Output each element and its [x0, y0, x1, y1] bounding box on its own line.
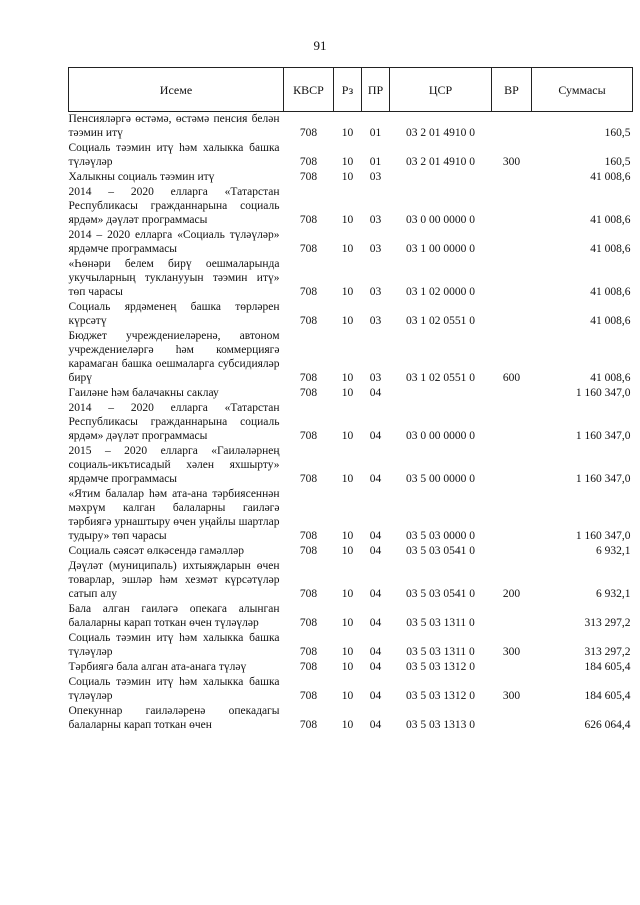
- row-rz: 10: [341, 156, 354, 168]
- header-csr: ЦСР: [390, 68, 492, 112]
- row-name: Социаль сәясәт өлкәсендә гамәлләр: [68, 545, 244, 557]
- row-kvsr: 708: [299, 588, 318, 600]
- row-csr: 03 5 03 1312 0: [406, 690, 475, 702]
- row-csr: [390, 386, 492, 401]
- row-vr: [492, 704, 532, 733]
- table-row: [69, 386, 633, 401]
- row-sum: 6 932,1: [596, 588, 631, 600]
- row-csr: 03 1 00 0000 0: [406, 243, 475, 255]
- row-name: Социаль тәэмин итү һәм халыкка башка түләүләр: [68, 142, 280, 168]
- row-kvsr: 708: [299, 430, 318, 442]
- row-sum: 41 008,6: [590, 286, 631, 298]
- header-name: Исеме: [69, 68, 284, 112]
- row-rz: 10: [341, 646, 354, 658]
- table-row: [69, 112, 633, 142]
- row-rz: 10: [341, 530, 354, 542]
- row-csr: 03 2 01 4910 0: [406, 127, 475, 139]
- row-csr: 03 1 02 0551 0: [406, 372, 475, 384]
- row-pr: 04: [369, 690, 382, 702]
- header-vr: ВР: [492, 68, 532, 112]
- row-sum: 1 160 347,0: [575, 387, 631, 399]
- row-pr: 03: [369, 286, 382, 298]
- table-row: [69, 704, 633, 733]
- row-kvsr: 708: [299, 214, 318, 226]
- row-csr: 03 5 03 1312 0: [406, 661, 475, 673]
- row-pr: 04: [369, 661, 382, 673]
- row-kvsr: 708: [299, 545, 318, 557]
- header-pr: ПР: [362, 68, 390, 112]
- row-sum: 41 008,6: [590, 372, 631, 384]
- row-pr: 03: [369, 171, 382, 183]
- row-vr: [492, 228, 532, 257]
- table-header-row: [69, 68, 633, 112]
- row-sum: 1 160 347,0: [575, 473, 631, 485]
- row-rz: 10: [341, 661, 354, 673]
- row-csr: 03 5 03 0541 0: [406, 545, 475, 557]
- row-rz: 10: [341, 473, 354, 485]
- row-kvsr: 708: [299, 372, 318, 384]
- row-vr: [492, 112, 532, 142]
- row-vr: 600: [502, 372, 521, 384]
- table-row: [69, 228, 633, 257]
- table-row: [69, 329, 633, 386]
- row-pr: 04: [369, 430, 382, 442]
- row-pr: 04: [369, 545, 382, 557]
- row-rz: 10: [341, 690, 354, 702]
- row-name: 2014 – 2020 елларга «Социаль түләүләр» ярдәмче программасы: [68, 229, 280, 255]
- table-row: [69, 300, 633, 329]
- row-sum: 313 297,2: [584, 646, 631, 658]
- row-rz: 10: [341, 545, 354, 557]
- row-sum: 1 160 347,0: [575, 430, 631, 442]
- row-kvsr: 708: [299, 156, 318, 168]
- row-pr: 04: [369, 719, 382, 731]
- table-row: [69, 602, 633, 631]
- row-csr: 03 5 03 1313 0: [406, 719, 475, 731]
- row-csr: 03 0 00 0000 0: [406, 214, 475, 226]
- row-kvsr: 708: [299, 690, 318, 702]
- row-kvsr: 708: [299, 661, 318, 673]
- row-vr: [492, 170, 532, 185]
- row-pr: 04: [369, 646, 382, 658]
- row-pr: 01: [369, 127, 382, 139]
- row-sum: 160,5: [604, 127, 631, 139]
- row-name: Дәүләт (муниципаль) ихтыяҗларын өчен товарлар, эшләр һәм хезмәт күрсәтүләр сатып алу: [68, 560, 280, 600]
- row-csr: 03 1 02 0551 0: [406, 315, 475, 327]
- row-rz: 10: [341, 387, 354, 399]
- row-kvsr: 708: [299, 315, 318, 327]
- table-row: [69, 141, 633, 170]
- header-rz: Рз: [334, 68, 362, 112]
- table-row: [69, 257, 633, 300]
- row-pr: 03: [369, 372, 382, 384]
- row-sum: 41 008,6: [590, 315, 631, 327]
- row-sum: 41 008,6: [590, 243, 631, 255]
- row-name: Опекуннар гаиләләренә опекадагы балаларны карап тоткан өчен: [68, 705, 280, 731]
- row-vr: [492, 300, 532, 329]
- row-vr: [492, 444, 532, 487]
- row-pr: 04: [369, 387, 382, 399]
- table-row: [69, 631, 633, 660]
- row-sum: 160,5: [604, 156, 631, 168]
- row-csr: 03 1 02 0000 0: [406, 286, 475, 298]
- row-rz: 10: [341, 214, 354, 226]
- row-name: Социаль ярдәменең башка төрләрен күрсәтү: [68, 301, 280, 327]
- row-name: 2014 – 2020 елларга «Татарстан Республикасы гражданнарына социаль ярдәм» дәүләт программасы: [68, 402, 280, 442]
- row-vr: [492, 544, 532, 559]
- row-kvsr: 708: [299, 719, 318, 731]
- row-sum: 41 008,6: [590, 171, 631, 183]
- table-row: [69, 487, 633, 544]
- row-pr: 04: [369, 530, 382, 542]
- table-row: [69, 185, 633, 228]
- row-sum: 1 160 347,0: [575, 530, 631, 542]
- row-sum: 184 605,4: [584, 661, 631, 673]
- row-csr: 03 5 03 0541 0: [406, 588, 475, 600]
- row-vr: [492, 185, 532, 228]
- row-name: Тәрбиягә бала алган ата-анага түләү: [68, 661, 247, 673]
- header-sum: Суммасы: [532, 68, 633, 112]
- row-csr: 03 2 01 4910 0: [406, 156, 475, 168]
- row-csr: 03 5 03 0000 0: [406, 530, 475, 542]
- row-rz: 10: [341, 243, 354, 255]
- row-kvsr: 708: [299, 387, 318, 399]
- row-name: Социаль тәэмин итү һәм халыкка башка түләүләр: [68, 632, 280, 658]
- row-vr: [492, 660, 532, 675]
- table-row: [69, 170, 633, 185]
- row-kvsr: 708: [299, 473, 318, 485]
- row-csr: [390, 170, 492, 185]
- row-csr: 03 5 03 1311 0: [406, 617, 475, 629]
- row-rz: 10: [341, 719, 354, 731]
- row-rz: 10: [341, 372, 354, 384]
- row-kvsr: 708: [299, 530, 318, 542]
- row-sum: 626 064,4: [584, 719, 631, 731]
- row-name: «Ятим балалар һәм ата-ана тәрбиясеннән мәхрүм калган балаларны гаиләгә тәрбиягә урнаштыру өчен уңайлы шартлар тудыру» төп чарасы: [68, 488, 280, 542]
- row-name: Бюджет учреждениеләренә, автоном учреждениеләргә һәм коммерциягә карамаган башка оешмаларга субсидияләр бирү: [68, 330, 280, 384]
- row-sum: 41 008,6: [590, 214, 631, 226]
- row-pr: 04: [369, 617, 382, 629]
- row-pr: 03: [369, 243, 382, 255]
- table-row: [69, 675, 633, 704]
- row-rz: 10: [341, 286, 354, 298]
- row-name: Халыкны социаль тәэмин итү: [68, 171, 215, 183]
- row-name: 2015 – 2020 елларга «Гаиләләрнең социаль-икътисадый хәлен яхшырту» ярдәмче программасы: [68, 445, 280, 485]
- table-row: [69, 444, 633, 487]
- row-kvsr: 708: [299, 286, 318, 298]
- row-csr: 03 5 03 1311 0: [406, 646, 475, 658]
- row-pr: 04: [369, 588, 382, 600]
- row-pr: 01: [369, 156, 382, 168]
- row-rz: 10: [341, 127, 354, 139]
- row-kvsr: 708: [299, 127, 318, 139]
- row-pr: 04: [369, 473, 382, 485]
- table-row: [69, 544, 633, 559]
- row-vr: [492, 487, 532, 544]
- budget-table: [68, 67, 633, 733]
- row-csr: 03 5 00 0000 0: [406, 473, 475, 485]
- row-vr: [492, 386, 532, 401]
- row-vr: 300: [502, 156, 521, 168]
- table-body: [69, 112, 633, 734]
- row-vr: [492, 257, 532, 300]
- row-sum: 184 605,4: [584, 690, 631, 702]
- row-rz: 10: [341, 315, 354, 327]
- row-name: Гаиләне һәм балачакны саклау: [68, 387, 219, 399]
- row-kvsr: 708: [299, 617, 318, 629]
- row-vr: 300: [502, 646, 521, 658]
- row-rz: 10: [341, 430, 354, 442]
- row-csr: 03 0 00 0000 0: [406, 430, 475, 442]
- row-pr: 03: [369, 315, 382, 327]
- row-sum: 313 297,2: [584, 617, 631, 629]
- row-vr: 200: [502, 588, 521, 600]
- table-row: [69, 559, 633, 602]
- row-pr: 03: [369, 214, 382, 226]
- row-sum: 6 932,1: [596, 545, 631, 557]
- row-kvsr: 708: [299, 171, 318, 183]
- row-kvsr: 708: [299, 243, 318, 255]
- table-row: [69, 401, 633, 444]
- row-name: Социаль тәэмин итү һәм халыкка башка түләүләр: [68, 676, 280, 702]
- row-rz: 10: [341, 588, 354, 600]
- row-name: Бала алган гаиләгә опекага алынган балаларны карап тоткан өчен түләүләр: [68, 603, 280, 629]
- row-name: «Һөнәри белем бирү оешмаларында укучыларның тукланууын тәэмин итү» төп чарасы: [68, 258, 280, 298]
- row-vr: 300: [502, 690, 521, 702]
- row-kvsr: 708: [299, 646, 318, 658]
- row-rz: 10: [341, 617, 354, 629]
- row-rz: 10: [341, 171, 354, 183]
- page-number: 91: [313, 38, 327, 53]
- row-name: 2014 – 2020 елларга «Татарстан Республикасы гражданнарына социаль ярдәм» дәүләт программасы: [68, 186, 280, 226]
- row-vr: [492, 401, 532, 444]
- row-name: Пенсияләргә өстәмә, өстәмә пенсия белән тәэмин итү: [68, 113, 280, 139]
- header-kvsr: КВСР: [284, 68, 334, 112]
- table-row: [69, 660, 633, 675]
- row-vr: [492, 602, 532, 631]
